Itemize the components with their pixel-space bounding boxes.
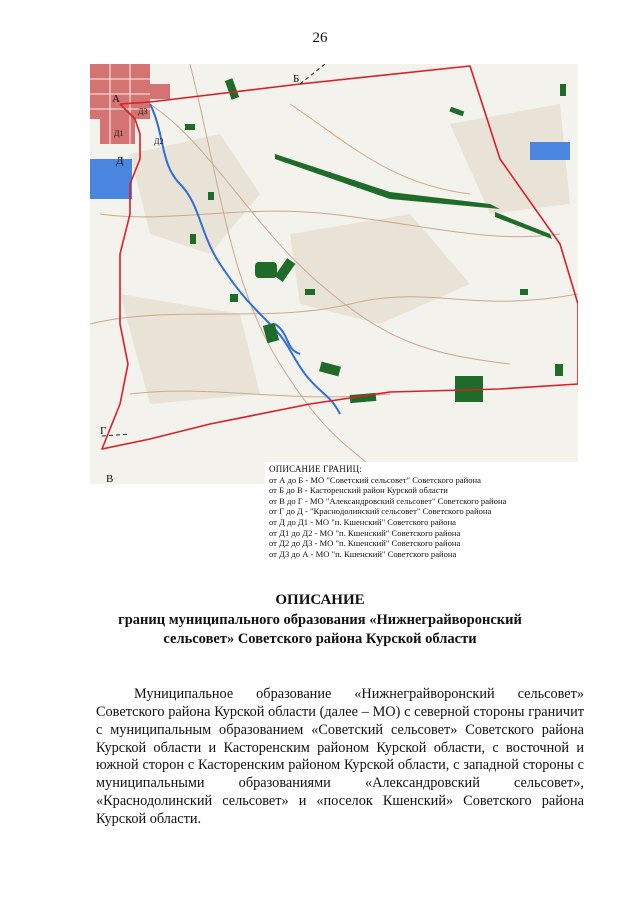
point-label-b: Б (293, 73, 300, 85)
point-label-d3: Д3 (138, 107, 148, 116)
legend-item: от В до Г - МО "Александровский сельсовет" Советского района (269, 495, 507, 506)
point-label-g: Г (100, 425, 107, 437)
legend-item: от А до Б - МО "Советский сельсовет" Советского района (269, 474, 481, 485)
document-heading (0, 591, 640, 649)
map-legend (265, 462, 588, 562)
heading-line-3: сельсовет» Советского района Курской области (163, 631, 477, 647)
legend-item: от Д1 до Д2 - МО "п. Кшенский" Советского района (269, 527, 461, 538)
body-paragraph: Муниципальное образование «Нижнеграйворонский сельсовет» Советского района Курской области (далее – МО) с северной стороны граничит с муниципальным образованием «Советский сельсовет» Советского района Курской области и Касторенским районом Курской области, с восточной и южной сторон с Касторенским районом Курской области, с западной стороны с муниципальными образованиями «Александровский сельсовет», «Краснодолинский сельсовет» и «поселок Кшенский» Советского района Курской области. (96, 686, 584, 827)
legend-title: ОПИСАНИЕ ГРАНИЦ: (269, 464, 363, 474)
point-label-v: В (106, 473, 114, 484)
point-label-d2: Д2 (154, 137, 164, 146)
boundary-map (90, 64, 578, 484)
legend-item: от Г до Д - "Краснодолинский сельсовет" Советского района (269, 506, 492, 517)
legend-item: от Д до Д1 - МО "п. Кшенский" Советского района (269, 516, 456, 527)
point-label-d1: Д1 (114, 129, 124, 138)
legend-item: от Д2 до Д3 - МО "п. Кшенский" Советского района (269, 538, 461, 549)
point-label-d: Д (116, 155, 124, 167)
legend-item: от Б до В - Касторенский район Курской области (269, 485, 448, 496)
page-number: 26 (312, 30, 328, 46)
heading-line-2: границ муниципального образования «Нижнеграйворонский (118, 612, 522, 628)
point-label-a: А (112, 93, 120, 105)
legend-item: от Д3 до А - МО "п. Кшенский" Советского района (269, 548, 457, 559)
heading-line-1: ОПИСАНИЕ (275, 592, 365, 608)
